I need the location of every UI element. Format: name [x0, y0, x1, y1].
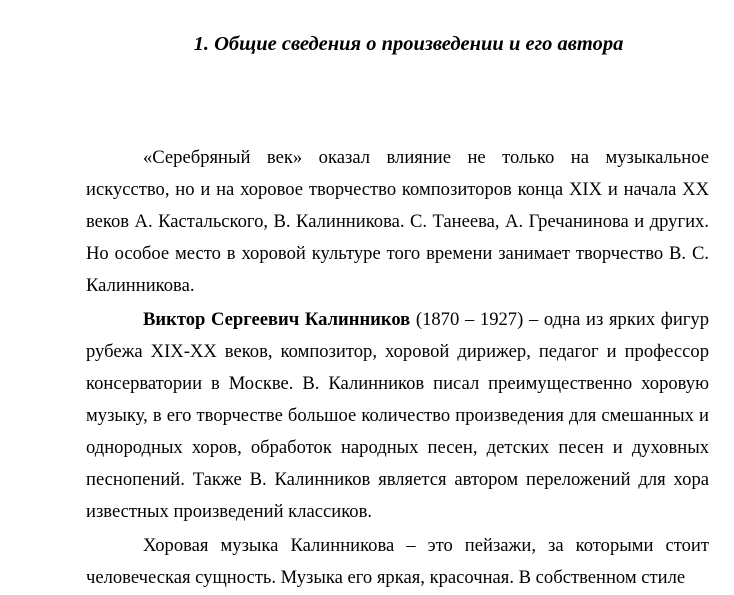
paragraph-silver-age: «Серебряный век» оказал влияние не только на музыкальное искусство, но и на хоровое творчество композиторов конца XIX и начала XX веков А. Кастальского, В. Калинникова. С. Танеева, А. Гречанинова и других. Но особое место в хоровой культуре того времени занимает творчество В. С. Калинникова.: [86, 147, 709, 296]
section-heading: 1. Общие сведения о произведении и его автора: [193, 33, 624, 55]
document-body: [86, 142, 709, 595]
paragraph-biography: [86, 304, 709, 528]
composer-name: Виктор Сергеевич Калинников: [143, 308, 411, 330]
paragraph-choral-music: Хоровая музыка Калинникова – это пейзажи, за которыми стоит человеческая сущность. Музыка его яркая, красочная. В собственном стиле: [86, 534, 709, 588]
biography-text: (1870 – 1927) – одна из ярких фигур рубежа XIX-XX веков, композитор, хоровой дирижер, педагог и профессор консерватории в Москве. В. Калинников писал преимущественно хоровую музыку, в его творчестве большое количество произведения для смешанных и однородных хоров, обработок народных песен, детских песен и духовных песнопений. Также В. Калинников является автором переложений для хора известных произведений классиков.: [86, 308, 710, 522]
